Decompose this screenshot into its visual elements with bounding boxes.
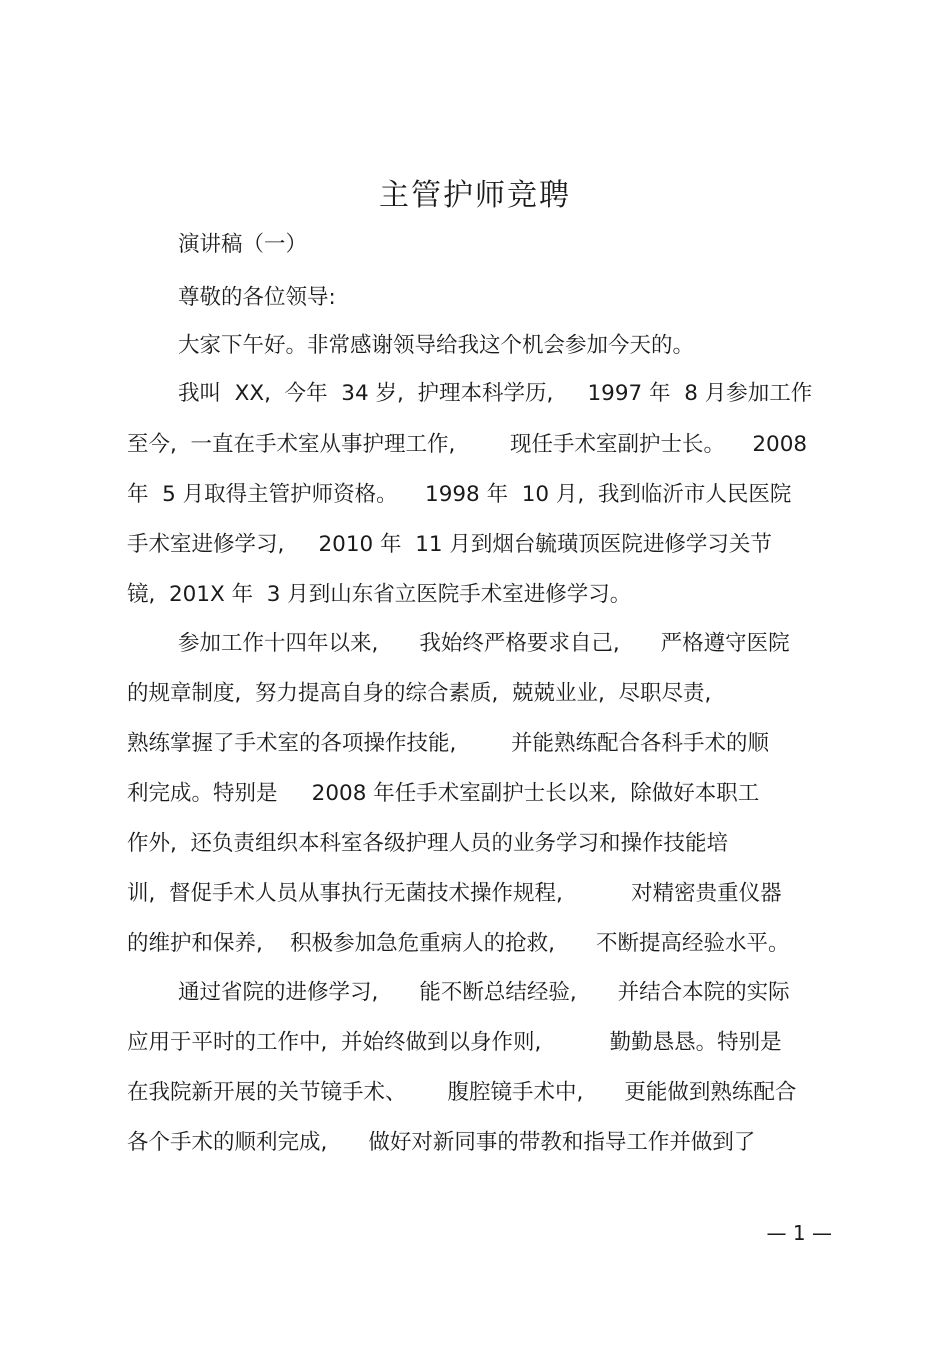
text-line: 作外, 还负责组织本科室各级护理人员的业务学习和操作技能培 — [127, 831, 729, 856]
text-line: 大家下午好。非常感谢领导给我这个机会参加今天的。 — [178, 333, 695, 358]
text-line: 的维护和保养, 积极参加急危重病人的抢救, 不断提高经验水平。 — [127, 931, 790, 956]
text-line: 参加工作十四年以来, 我始终严格要求自己, 严格遵守医院 — [178, 631, 790, 656]
text-line: 熟练掌握了手术室的各项操作技能, 并能熟练配合各科手术的顺 — [127, 731, 770, 756]
text-line: 各个手术的顺利完成, 做好对新同事的带教和指导工作并做到了 — [127, 1130, 756, 1155]
text-line: 至今, 一直在手术室从事护理工作, 现任手术室副护士长。 2008 — [127, 432, 808, 457]
text-line: 演讲稿（一） — [178, 232, 308, 257]
text-line: 手术室进修学习, 2010 年 11 月到烟台毓璜顶医院进修学习关节 — [127, 532, 772, 557]
text-line: 年 5 月取得主管护师资格。 1998 年 10 月, 我到临沂市人民医院 — [127, 482, 792, 507]
text-line: 在我院新开展的关节镜手术、 腹腔镜手术中, 更能做到熟练配合 — [127, 1080, 797, 1105]
text-line: 尊敬的各位领导: — [178, 285, 336, 310]
page-number: — 1 — — [766, 1221, 832, 1245]
text-line: 利完成。特别是 2008 年任手术室副护士长以来, 除做好本职工 — [127, 781, 760, 806]
text-line: 应用于平时的工作中, 并始终做到以身作则, 勤勤恳恳。特别是 — [127, 1030, 782, 1055]
text-line: 的规章制度, 努力提高自身的综合素质, 兢兢业业, 尽职尽责, — [127, 681, 712, 706]
text-line: 我叫 XX, 今年 34 岁, 护理本科学历, 1997 年 8 月参加工作 — [178, 381, 813, 406]
text-line: 镜, 201X 年 3 月到山东省立医院手术室进修学习。 — [127, 582, 632, 607]
text-line: 通过省院的进修学习, 能不断总结经验, 并结合本院的实际 — [178, 980, 790, 1005]
document-title: 主管护师竞聘 — [379, 178, 571, 213]
text-line: 训, 督促手术人员从事执行无菌技术操作规程, 对精密贵重仪器 — [127, 881, 782, 906]
